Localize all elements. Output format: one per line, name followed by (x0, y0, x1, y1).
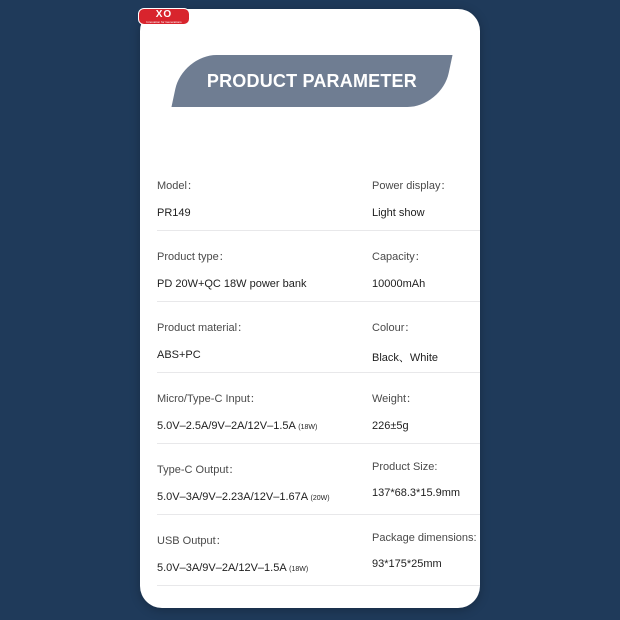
param-label: Type-C Output： (157, 464, 240, 476)
param-value (157, 420, 367, 432)
param-power-display (372, 177, 480, 219)
param-label: Capacity： (372, 251, 426, 263)
param-label: Package dimensions: (372, 532, 477, 544)
param-value: 137*68.3*15.9mm (372, 487, 461, 499)
logo-mark: XO (155, 8, 173, 20)
param-product-size (372, 461, 480, 499)
param-material (157, 319, 367, 361)
param-row-type (157, 231, 480, 302)
param-value: 93*175*25mm (372, 558, 442, 570)
parameter-list (157, 160, 480, 586)
param-colour (372, 319, 480, 365)
param-package-dimensions (372, 532, 480, 570)
param-usb-output (157, 532, 367, 574)
param-value: PR149 (157, 207, 191, 219)
param-note: (18W) (298, 424, 318, 431)
param-label: Colour： (372, 322, 416, 334)
param-value: ABS+PC (157, 349, 201, 361)
param-weight (372, 390, 480, 432)
param-model (157, 177, 367, 219)
param-value: PD 20W+QC 18W power bank (157, 278, 307, 290)
param-value (157, 491, 367, 503)
param-label: Product type： (157, 251, 230, 263)
logo-tagline: Innovation for Generations (146, 19, 182, 24)
param-label: Model： (157, 180, 198, 192)
param-value: 10000mAh (372, 278, 426, 290)
param-value (157, 562, 367, 574)
param-row-material (157, 302, 480, 373)
param-label: Power display： (372, 180, 452, 192)
param-label: Product Size: (372, 461, 438, 473)
param-value-text: 5.0V–3A/9V–2.23A/12V–1.67A (157, 491, 308, 503)
xo-logo (138, 8, 190, 25)
banner-title: PRODUCT PARAMETER (206, 70, 418, 91)
param-label: Micro/Type-C Input： (157, 393, 261, 405)
param-row-model (157, 160, 480, 231)
param-typec-output (157, 461, 367, 503)
param-capacity (372, 248, 480, 290)
param-label: Weight： (372, 393, 418, 405)
section-banner (171, 55, 452, 107)
param-label: USB Output： (157, 535, 227, 547)
param-row-input (157, 373, 480, 444)
param-label: Product material： (157, 322, 249, 334)
param-value-text: 5.0V–3A/9V–2A/12V–1.5A (157, 562, 287, 574)
param-row-usb-output (157, 515, 480, 586)
param-value: Black、White (372, 352, 439, 364)
param-value-text: 5.0V–2.5A/9V–2A/12V–1.5A (157, 420, 296, 432)
param-note: (18W) (289, 566, 309, 573)
param-row-typec-output (157, 444, 480, 515)
param-value: Light show (372, 207, 425, 219)
param-input (157, 390, 367, 432)
param-value: 226±5g (372, 420, 409, 432)
param-product-type (157, 248, 367, 290)
param-note: (20W) (310, 495, 330, 502)
